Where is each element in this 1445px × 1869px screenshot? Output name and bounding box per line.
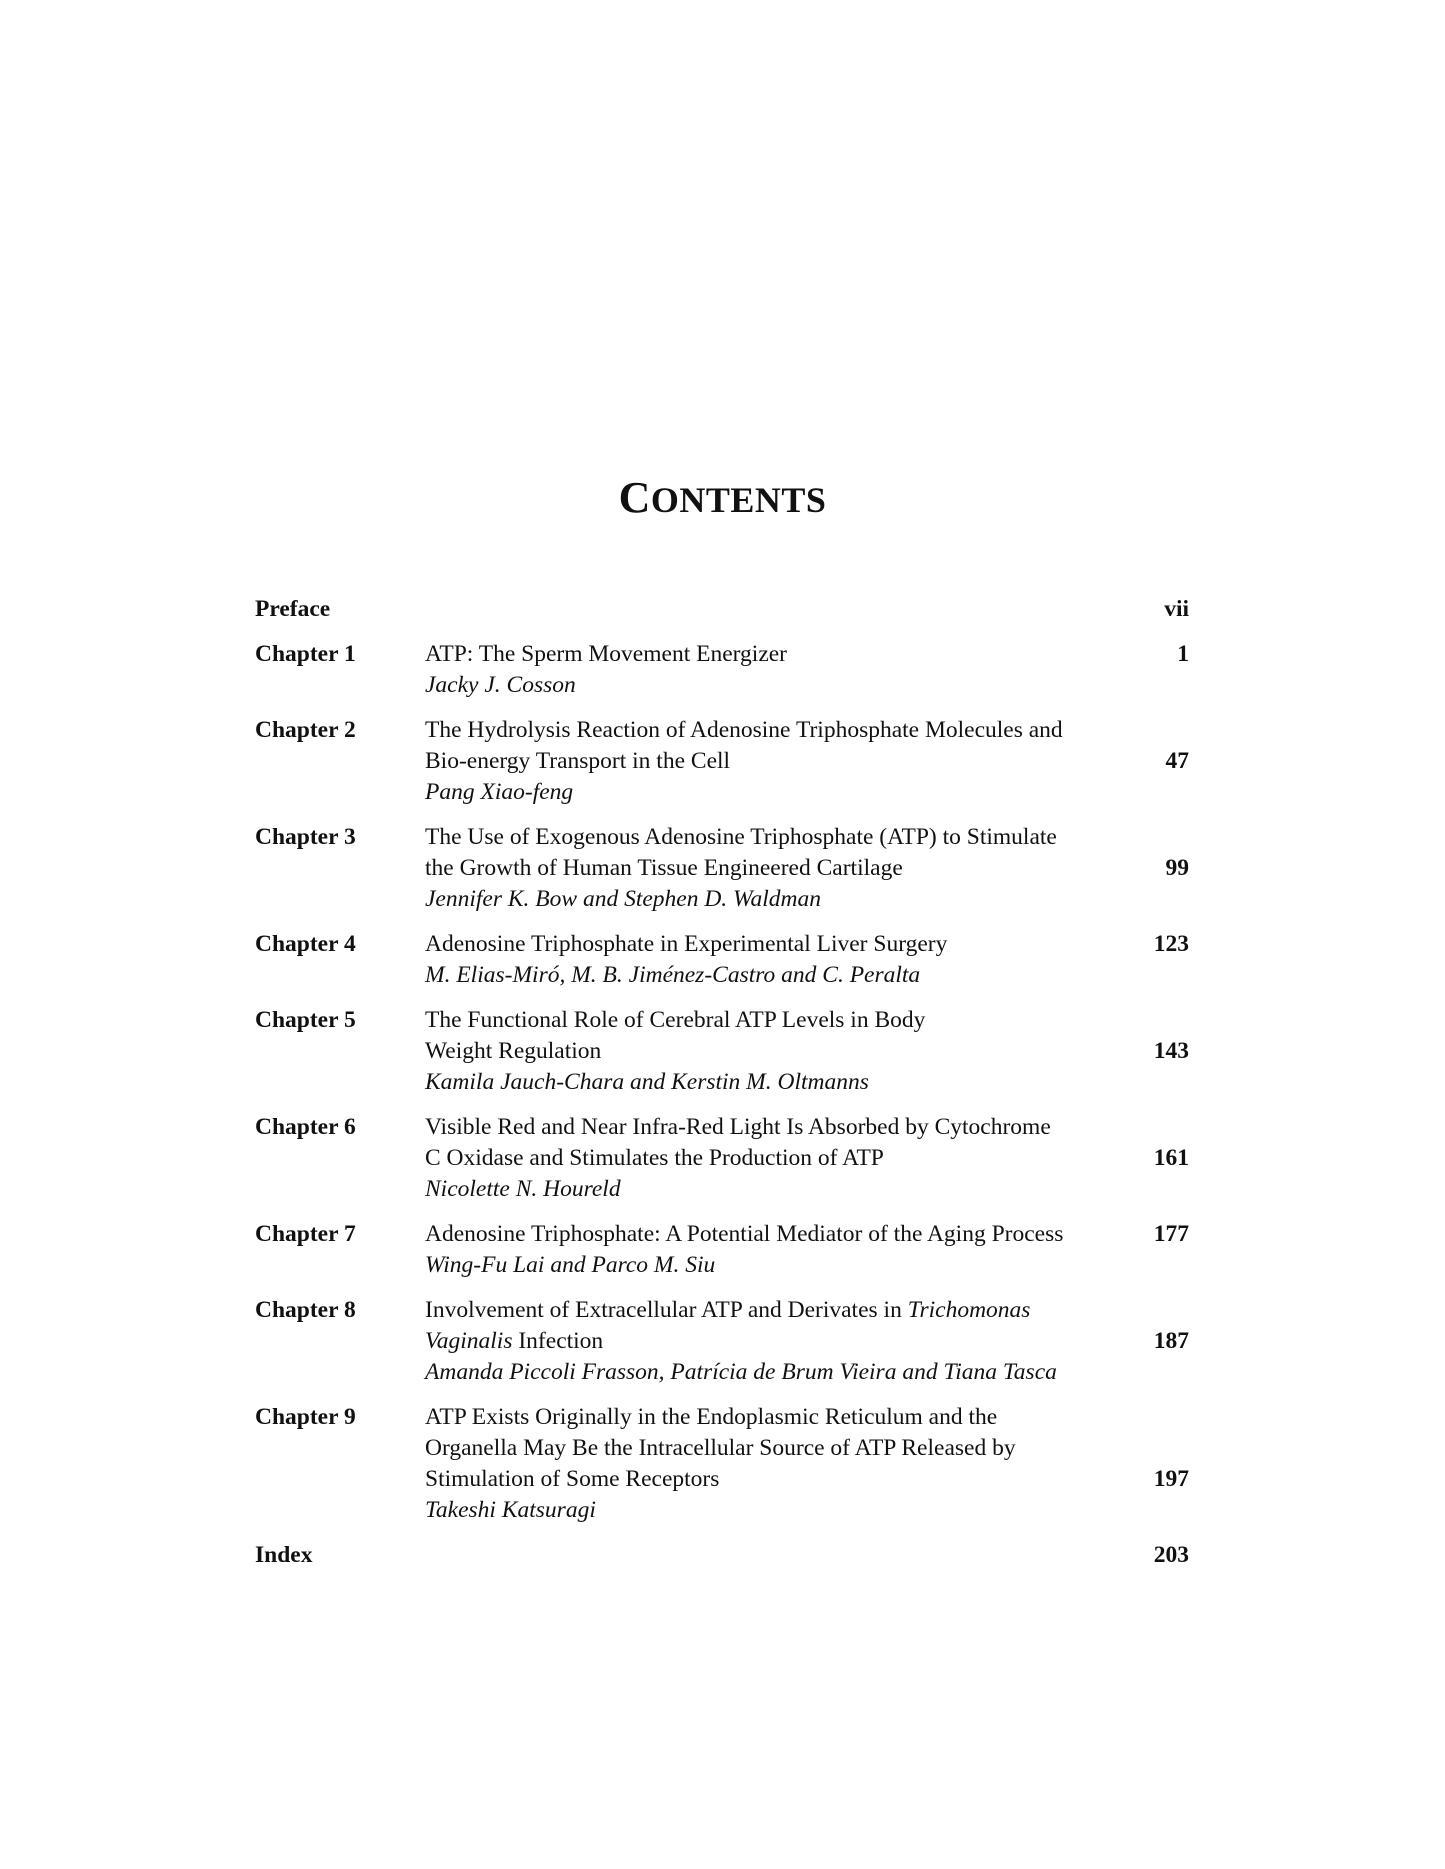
entry-body [425, 822, 1115, 915]
entry-body [425, 929, 1115, 991]
chapter-title: Weight Regulation [425, 1038, 602, 1064]
entry-label: Chapter 6 [255, 1114, 356, 1140]
page-number: vii [1164, 596, 1189, 622]
chapter-author: Pang Xiao-feng [425, 779, 574, 805]
chapter-title: Adenosine Triphosphate in Experimental Liver Surgery [425, 931, 948, 957]
toc-entry-chapter-9[interactable] [255, 1402, 1189, 1526]
toc-entry-chapter-5[interactable] [255, 1005, 1189, 1098]
entry-body [425, 1005, 1115, 1098]
entry-label: Chapter 4 [255, 931, 356, 957]
entry-body [425, 639, 1115, 701]
chapter-author: M. Elias-Miró, M. B. Jiménez-Castro and C. Peralta [425, 962, 921, 988]
chapter-title: The Functional Role of Cerebral ATP Levels in Body [425, 1007, 926, 1033]
page-number: 177 [1153, 1221, 1189, 1247]
page-number: 143 [1153, 1038, 1189, 1064]
chapter-title: Vaginalis Infection [425, 1328, 604, 1354]
toc-entry-chapter-1[interactable] [255, 639, 1189, 701]
chapter-author: Wing-Fu Lai and Parco M. Siu [425, 1252, 716, 1278]
page-number: 47 [1165, 748, 1189, 774]
chapter-title: Visible Red and Near Infra-Red Light Is Absorbed by Cytochrome [425, 1114, 1051, 1140]
chapter-title: Stimulation of Some Receptors [425, 1466, 720, 1492]
entry-body [425, 715, 1115, 808]
entry-label: Chapter 7 [255, 1221, 356, 1247]
chapter-title: the Growth of Human Tissue Engineered Cartilage [425, 855, 903, 881]
toc-entry-chapter-2[interactable] [255, 715, 1189, 808]
chapter-title: Involvement of Extracellular ATP and Derivates in Trichomonas [425, 1297, 1031, 1323]
page-number: 203 [1153, 1542, 1189, 1568]
entry-label: Chapter 3 [255, 824, 356, 850]
contents-heading: CONTENTS [618, 473, 827, 522]
chapter-title: Adenosine Triphosphate: A Potential Mediator of the Aging Process [425, 1221, 1064, 1247]
toc-entry-preface[interactable] [255, 594, 1189, 625]
chapter-author: Amanda Piccoli Frasson, Patrícia de Brum Vieira and Tiana Tasca [425, 1359, 1057, 1385]
page-number: 197 [1153, 1466, 1189, 1492]
toc-entry-chapter-4[interactable] [255, 929, 1189, 991]
entry-label: Chapter 2 [255, 717, 356, 743]
toc-entry-chapter-7[interactable] [255, 1219, 1189, 1281]
page-number: 161 [1153, 1145, 1189, 1171]
toc-entry-chapter-3[interactable] [255, 822, 1189, 915]
chapter-title: The Use of Exogenous Adenosine Triphosphate (ATP) to Stimulate [425, 824, 1057, 850]
chapter-title: Organella May Be the Intracellular Source of ATP Released by [425, 1435, 1016, 1461]
entry-body [425, 1295, 1115, 1388]
page-number: 123 [1153, 931, 1189, 957]
entry-label: Chapter 1 [255, 641, 356, 667]
entry-label: Chapter 5 [255, 1007, 356, 1033]
toc-entry-index[interactable] [255, 1540, 1189, 1571]
toc-entry-chapter-6[interactable] [255, 1112, 1189, 1205]
entry-body [425, 1219, 1115, 1281]
toc-entry-chapter-8[interactable] [255, 1295, 1189, 1388]
chapter-author: Kamila Jauch-Chara and Kerstin M. Oltmanns [425, 1069, 869, 1095]
entry-body [425, 1402, 1115, 1526]
entry-label: Index [255, 1542, 313, 1568]
entry-label: Preface [255, 596, 331, 622]
entry-label: Chapter 8 [255, 1297, 356, 1323]
chapter-title: ATP: The Sperm Movement Energizer [425, 641, 788, 667]
page-number: 1 [1177, 641, 1189, 667]
chapter-title: ATP Exists Originally in the Endoplasmic Reticulum and the [425, 1404, 998, 1430]
page-number: 187 [1153, 1328, 1189, 1354]
chapter-author: Jacky J. Cosson [425, 672, 576, 698]
chapter-title: The Hydrolysis Reaction of Adenosine Triphosphate Molecules and [425, 717, 1063, 743]
table-of-contents [255, 594, 1189, 1571]
chapter-author: Nicolette N. Houreld [425, 1176, 621, 1202]
chapter-title: Bio-energy Transport in the Cell [425, 748, 731, 774]
page-number: 99 [1165, 855, 1189, 881]
entry-body [425, 1112, 1115, 1205]
chapter-author: Takeshi Katsuragi [425, 1497, 596, 1523]
chapter-author: Jennifer K. Bow and Stephen D. Waldman [425, 886, 821, 912]
chapter-title: C Oxidase and Stimulates the Production of ATP [425, 1145, 884, 1171]
entry-label: Chapter 9 [255, 1404, 356, 1430]
